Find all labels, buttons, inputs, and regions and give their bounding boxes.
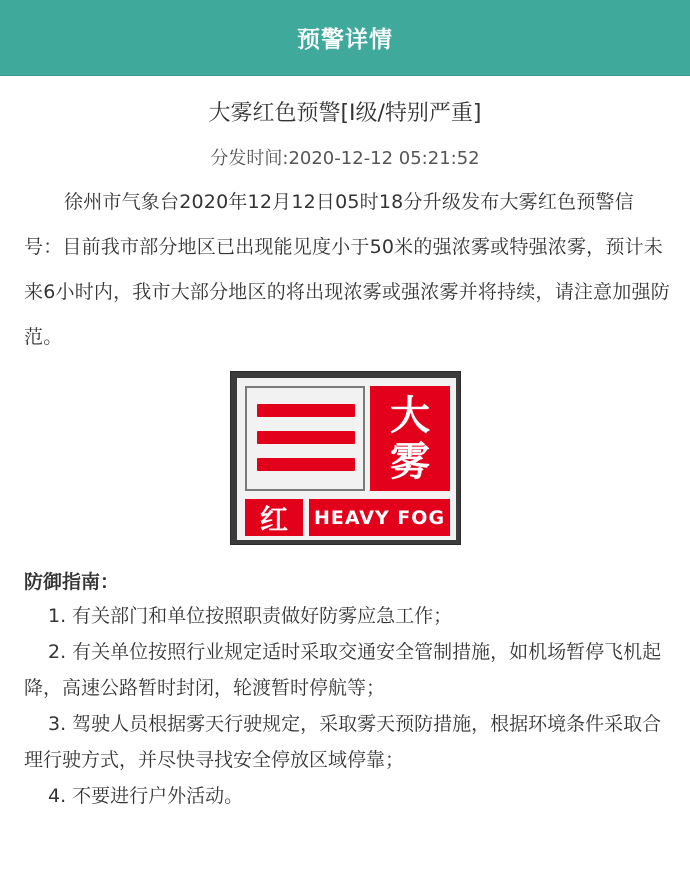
alert-content: 徐州市气象台2020年12月12日05时18分升级发布大雾红色预警信号：目前我市部分地区已出现能见度小于50米的强浓雾或特强浓雾，预计未来6小时内，我市大部分地区的将出现浓雾或强浓雾并将持续，请注意加强防范。 — [24, 191, 670, 348]
header-bar — [0, 0, 690, 76]
signal-char-bottom: 雾 — [390, 438, 430, 485]
guide-item: 1. 有关部门和单位按照职责做好防雾应急工作； — [48, 605, 453, 627]
alert-title: 大雾红色预警[Ⅰ级/特别严重] — [208, 101, 482, 126]
signal-char-top: 大 — [390, 392, 430, 439]
fog-line — [257, 431, 355, 444]
signal-english-label: HEAVY FOG — [309, 499, 450, 536]
signal-type-label — [370, 386, 450, 491]
guide-item: 3. 驾驶人员根据雾天行驶规定，采取雾天预防措施，根据环境条件采取合理行驶方式，并尽快寻找安全停放区域停靠； — [24, 713, 662, 771]
guide-heading: 防御指南： — [24, 571, 120, 593]
fog-line — [257, 458, 355, 471]
signal-level-label: 红 — [245, 499, 303, 536]
fog-lines-icon — [245, 386, 365, 491]
heavy-fog-red-signal-icon — [230, 371, 461, 545]
guide-item: 2. 有关单位按照行业规定适时采取交通安全管制措施，如机场暂停飞机起降，高速公路暂时封闭，轮渡暂时停航等； — [24, 641, 662, 699]
alert-time: 分发时间:2020-12-12 05:21:52 — [210, 148, 480, 169]
fog-line — [257, 404, 355, 417]
guide-list — [24, 598, 670, 814]
page-title: 预警详情 — [297, 27, 393, 53]
guide-item: 4. 不要进行户外活动。 — [48, 785, 244, 807]
signal-inner-panel — [237, 378, 456, 540]
